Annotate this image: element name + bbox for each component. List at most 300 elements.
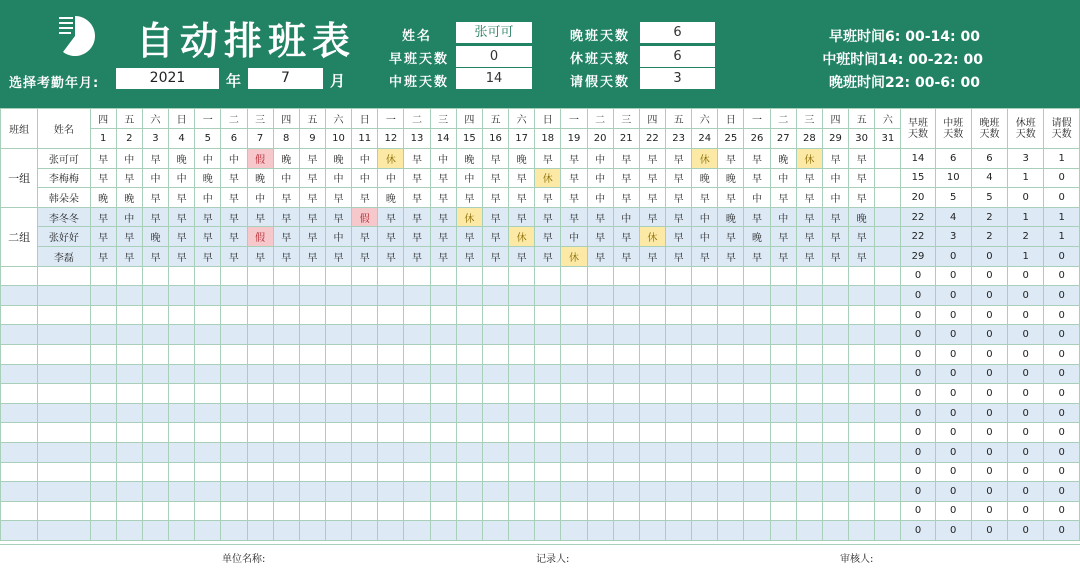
shift-cell[interactable]: [195, 305, 221, 325]
shift-cell[interactable]: [90, 442, 116, 462]
shift-cell[interactable]: 早: [849, 227, 875, 247]
shift-cell[interactable]: [273, 384, 299, 404]
shift-cell[interactable]: [561, 286, 587, 306]
shift-cell[interactable]: [325, 423, 351, 443]
shift-cell[interactable]: [325, 325, 351, 345]
shift-cell[interactable]: 中: [456, 168, 482, 188]
shift-cell[interactable]: 早: [90, 207, 116, 227]
shift-cell[interactable]: [456, 305, 482, 325]
shift-cell[interactable]: 中: [169, 168, 195, 188]
shift-cell[interactable]: [247, 423, 273, 443]
shift-cell[interactable]: [404, 364, 430, 384]
shift-cell[interactable]: [116, 325, 142, 345]
shift-cell[interactable]: [430, 286, 456, 306]
shift-cell[interactable]: [744, 403, 770, 423]
shift-cell[interactable]: [221, 521, 247, 541]
shift-cell[interactable]: [666, 325, 692, 345]
shift-cell[interactable]: 晚: [378, 188, 404, 208]
shift-cell[interactable]: 早: [639, 207, 665, 227]
shift-cell[interactable]: [404, 462, 430, 482]
shift-cell[interactable]: [692, 403, 718, 423]
shift-cell[interactable]: 早: [613, 227, 639, 247]
shift-cell[interactable]: [116, 403, 142, 423]
shift-cell[interactable]: 早: [666, 246, 692, 266]
shift-cell[interactable]: 假: [247, 227, 273, 247]
shift-cell[interactable]: [692, 266, 718, 286]
shift-cell[interactable]: [404, 423, 430, 443]
shift-cell[interactable]: [796, 344, 822, 364]
shift-cell[interactable]: [378, 501, 404, 521]
shift-cell[interactable]: [221, 364, 247, 384]
shift-cell[interactable]: [325, 305, 351, 325]
employee-name-cell[interactable]: [38, 305, 90, 325]
shift-cell[interactable]: [613, 423, 639, 443]
shift-cell[interactable]: 早: [482, 227, 508, 247]
shift-cell[interactable]: [639, 521, 665, 541]
shift-cell[interactable]: [404, 344, 430, 364]
shift-cell[interactable]: [849, 423, 875, 443]
shift-cell[interactable]: [456, 364, 482, 384]
shift-cell[interactable]: [90, 521, 116, 541]
shift-cell[interactable]: 中: [587, 188, 613, 208]
shift-cell[interactable]: [430, 266, 456, 286]
shift-cell[interactable]: [666, 305, 692, 325]
shift-cell[interactable]: [247, 266, 273, 286]
shift-cell[interactable]: 晚: [770, 149, 796, 169]
shift-cell[interactable]: [744, 482, 770, 502]
shift-cell[interactable]: 早: [587, 227, 613, 247]
shift-cell[interactable]: [116, 286, 142, 306]
shift-cell[interactable]: [325, 521, 351, 541]
shift-cell[interactable]: [770, 462, 796, 482]
shift-cell[interactable]: [770, 325, 796, 345]
shift-cell[interactable]: [875, 442, 901, 462]
shift-cell[interactable]: [822, 521, 848, 541]
shift-cell[interactable]: [822, 305, 848, 325]
shift-cell[interactable]: [378, 305, 404, 325]
shift-cell[interactable]: [796, 305, 822, 325]
shift-cell[interactable]: [822, 364, 848, 384]
shift-cell[interactable]: [744, 384, 770, 404]
shift-cell[interactable]: [796, 266, 822, 286]
shift-cell[interactable]: [692, 384, 718, 404]
shift-cell[interactable]: [770, 423, 796, 443]
employee-name-cell[interactable]: 张可可: [38, 149, 90, 169]
shift-cell[interactable]: [875, 246, 901, 266]
shift-cell[interactable]: [718, 403, 744, 423]
shift-cell[interactable]: 早: [613, 246, 639, 266]
shift-cell[interactable]: [666, 266, 692, 286]
shift-cell[interactable]: 早: [822, 227, 848, 247]
shift-cell[interactable]: 早: [116, 246, 142, 266]
shift-cell[interactable]: 早: [718, 149, 744, 169]
shift-cell[interactable]: [90, 266, 116, 286]
shift-cell[interactable]: [142, 462, 168, 482]
shift-cell[interactable]: [430, 501, 456, 521]
shift-cell[interactable]: [195, 423, 221, 443]
shift-cell[interactable]: [299, 344, 325, 364]
shift-cell[interactable]: [561, 384, 587, 404]
shift-cell[interactable]: [718, 423, 744, 443]
shift-cell[interactable]: [169, 482, 195, 502]
shift-cell[interactable]: [195, 403, 221, 423]
shift-cell[interactable]: [90, 501, 116, 521]
shift-cell[interactable]: [770, 501, 796, 521]
shift-cell[interactable]: [561, 325, 587, 345]
shift-cell[interactable]: [90, 462, 116, 482]
shift-cell[interactable]: [299, 482, 325, 502]
shift-cell[interactable]: [482, 403, 508, 423]
shift-cell[interactable]: 中: [430, 149, 456, 169]
shift-cell[interactable]: [639, 384, 665, 404]
shift-cell[interactable]: [378, 364, 404, 384]
shift-cell[interactable]: [770, 305, 796, 325]
shift-cell[interactable]: [796, 364, 822, 384]
shift-cell[interactable]: [770, 266, 796, 286]
shift-cell[interactable]: [482, 482, 508, 502]
shift-cell[interactable]: [273, 325, 299, 345]
shift-cell[interactable]: [325, 344, 351, 364]
shift-cell[interactable]: [822, 266, 848, 286]
shift-cell[interactable]: 早: [430, 168, 456, 188]
shift-cell[interactable]: 早: [613, 168, 639, 188]
shift-cell[interactable]: [456, 384, 482, 404]
shift-cell[interactable]: [378, 266, 404, 286]
shift-cell[interactable]: [352, 305, 378, 325]
shift-cell[interactable]: 早: [90, 149, 116, 169]
shift-cell[interactable]: [404, 266, 430, 286]
shift-cell[interactable]: [613, 364, 639, 384]
shift-cell[interactable]: 早: [509, 207, 535, 227]
shift-cell[interactable]: 早: [509, 188, 535, 208]
shift-cell[interactable]: [875, 501, 901, 521]
shift-cell[interactable]: [430, 305, 456, 325]
shift-cell[interactable]: [169, 384, 195, 404]
shift-cell[interactable]: 早: [456, 246, 482, 266]
shift-cell[interactable]: 休: [692, 149, 718, 169]
shift-cell[interactable]: 早: [692, 188, 718, 208]
shift-cell[interactable]: [849, 521, 875, 541]
shift-cell[interactable]: 早: [404, 168, 430, 188]
shift-cell[interactable]: 早: [535, 188, 561, 208]
shift-cell[interactable]: 早: [482, 188, 508, 208]
shift-cell[interactable]: [169, 286, 195, 306]
shift-cell[interactable]: [535, 305, 561, 325]
shift-cell[interactable]: [482, 364, 508, 384]
shift-cell[interactable]: 晚: [692, 168, 718, 188]
shift-cell[interactable]: [509, 423, 535, 443]
shift-cell[interactable]: [430, 423, 456, 443]
shift-cell[interactable]: [195, 384, 221, 404]
shift-cell[interactable]: [352, 521, 378, 541]
shift-cell[interactable]: [430, 462, 456, 482]
shift-cell[interactable]: [718, 286, 744, 306]
shift-cell[interactable]: 早: [195, 207, 221, 227]
shift-cell[interactable]: [613, 286, 639, 306]
shift-cell[interactable]: 早: [744, 246, 770, 266]
shift-cell[interactable]: 晚: [718, 168, 744, 188]
shift-cell[interactable]: [299, 384, 325, 404]
shift-cell[interactable]: 早: [273, 207, 299, 227]
shift-cell[interactable]: 早: [744, 149, 770, 169]
shift-cell[interactable]: [718, 521, 744, 541]
shift-cell[interactable]: [482, 286, 508, 306]
employee-name-cell[interactable]: [38, 325, 90, 345]
shift-cell[interactable]: [849, 286, 875, 306]
shift-cell[interactable]: 早: [273, 246, 299, 266]
shift-cell[interactable]: [378, 344, 404, 364]
shift-cell[interactable]: 中: [221, 149, 247, 169]
shift-cell[interactable]: [875, 149, 901, 169]
shift-cell[interactable]: [561, 403, 587, 423]
shift-cell[interactable]: [796, 442, 822, 462]
shift-cell[interactable]: 早: [247, 207, 273, 227]
shift-cell[interactable]: [195, 325, 221, 345]
shift-cell[interactable]: [849, 305, 875, 325]
shift-cell[interactable]: [587, 423, 613, 443]
shift-cell[interactable]: [639, 344, 665, 364]
shift-cell[interactable]: [247, 462, 273, 482]
shift-cell[interactable]: 早: [587, 246, 613, 266]
shift-cell[interactable]: [509, 286, 535, 306]
shift-cell[interactable]: [849, 403, 875, 423]
shift-cell[interactable]: [142, 286, 168, 306]
shift-cell[interactable]: 晚: [247, 168, 273, 188]
shift-cell[interactable]: 晚: [90, 188, 116, 208]
shift-cell[interactable]: [116, 521, 142, 541]
shift-cell[interactable]: 早: [587, 207, 613, 227]
shift-cell[interactable]: 晚: [744, 227, 770, 247]
shift-cell[interactable]: [822, 462, 848, 482]
shift-cell[interactable]: [770, 403, 796, 423]
shift-cell[interactable]: [299, 325, 325, 345]
shift-cell[interactable]: 休: [535, 168, 561, 188]
shift-cell[interactable]: 早: [482, 207, 508, 227]
shift-cell[interactable]: [744, 442, 770, 462]
shift-cell[interactable]: [430, 344, 456, 364]
shift-cell[interactable]: 早: [509, 168, 535, 188]
shift-cell[interactable]: [352, 403, 378, 423]
shift-cell[interactable]: 早: [535, 207, 561, 227]
shift-cell[interactable]: 早: [299, 246, 325, 266]
shift-cell[interactable]: [666, 286, 692, 306]
shift-cell[interactable]: [273, 482, 299, 502]
shift-cell[interactable]: 早: [718, 188, 744, 208]
shift-cell[interactable]: 晚: [718, 207, 744, 227]
shift-cell[interactable]: 早: [325, 246, 351, 266]
shift-cell[interactable]: [587, 286, 613, 306]
shift-cell[interactable]: 假: [247, 149, 273, 169]
shift-cell[interactable]: 早: [116, 227, 142, 247]
shift-cell[interactable]: [299, 501, 325, 521]
shift-cell[interactable]: 早: [430, 207, 456, 227]
shift-cell[interactable]: 早: [299, 149, 325, 169]
shift-cell[interactable]: [456, 325, 482, 345]
shift-cell[interactable]: 休: [639, 227, 665, 247]
employee-name-cell[interactable]: 李梅梅: [38, 168, 90, 188]
shift-cell[interactable]: [535, 423, 561, 443]
shift-cell[interactable]: 早: [404, 246, 430, 266]
shift-cell[interactable]: [535, 266, 561, 286]
shift-cell[interactable]: [456, 442, 482, 462]
shift-cell[interactable]: 早: [770, 188, 796, 208]
employee-name-cell[interactable]: [38, 266, 90, 286]
shift-cell[interactable]: 早: [796, 246, 822, 266]
shift-cell[interactable]: 早: [195, 227, 221, 247]
shift-cell[interactable]: [509, 305, 535, 325]
shift-cell[interactable]: [587, 403, 613, 423]
shift-cell[interactable]: 早: [482, 246, 508, 266]
shift-cell[interactable]: [692, 462, 718, 482]
shift-cell[interactable]: [352, 462, 378, 482]
shift-cell[interactable]: [299, 266, 325, 286]
shift-cell[interactable]: 早: [404, 227, 430, 247]
shift-cell[interactable]: 中: [587, 168, 613, 188]
shift-cell[interactable]: [90, 286, 116, 306]
shift-cell[interactable]: 早: [796, 227, 822, 247]
shift-cell[interactable]: 晚: [456, 149, 482, 169]
shift-cell[interactable]: [456, 403, 482, 423]
shift-cell[interactable]: [378, 286, 404, 306]
shift-cell[interactable]: [221, 384, 247, 404]
shift-cell[interactable]: [613, 462, 639, 482]
shift-cell[interactable]: [247, 384, 273, 404]
shift-cell[interactable]: 中: [561, 227, 587, 247]
shift-cell[interactable]: [822, 325, 848, 345]
shift-cell[interactable]: [169, 266, 195, 286]
shift-cell[interactable]: [666, 364, 692, 384]
shift-cell[interactable]: [613, 325, 639, 345]
shift-cell[interactable]: 早: [430, 246, 456, 266]
shift-cell[interactable]: [221, 266, 247, 286]
shift-cell[interactable]: 早: [535, 149, 561, 169]
shift-cell[interactable]: [299, 364, 325, 384]
shift-cell[interactable]: [404, 325, 430, 345]
shift-cell[interactable]: 中: [744, 188, 770, 208]
shift-cell[interactable]: 早: [142, 149, 168, 169]
shift-cell[interactable]: 早: [666, 168, 692, 188]
shift-cell[interactable]: 早: [273, 227, 299, 247]
shift-cell[interactable]: [430, 364, 456, 384]
shift-cell[interactable]: [299, 403, 325, 423]
shift-cell[interactable]: [822, 501, 848, 521]
shift-cell[interactable]: 中: [587, 149, 613, 169]
shift-cell[interactable]: 早: [796, 207, 822, 227]
shift-cell[interactable]: [875, 207, 901, 227]
shift-cell[interactable]: 早: [561, 207, 587, 227]
shift-cell[interactable]: [325, 482, 351, 502]
shift-cell[interactable]: 早: [639, 149, 665, 169]
shift-cell[interactable]: 早: [378, 227, 404, 247]
shift-cell[interactable]: 早: [169, 188, 195, 208]
shift-cell[interactable]: [692, 482, 718, 502]
shift-cell[interactable]: [613, 384, 639, 404]
shift-cell[interactable]: [456, 501, 482, 521]
shift-cell[interactable]: 中: [247, 188, 273, 208]
shift-cell[interactable]: [247, 344, 273, 364]
shift-cell[interactable]: [195, 482, 221, 502]
shift-cell[interactable]: 早: [404, 188, 430, 208]
shift-cell[interactable]: [247, 364, 273, 384]
shift-cell[interactable]: [822, 423, 848, 443]
shift-cell[interactable]: 早: [90, 168, 116, 188]
shift-cell[interactable]: [639, 286, 665, 306]
shift-cell[interactable]: [561, 442, 587, 462]
shift-cell[interactable]: 早: [325, 188, 351, 208]
shift-cell[interactable]: [796, 521, 822, 541]
shift-cell[interactable]: 中: [822, 188, 848, 208]
shift-cell[interactable]: [90, 423, 116, 443]
shift-cell[interactable]: [273, 521, 299, 541]
shift-cell[interactable]: 早: [482, 149, 508, 169]
shift-cell[interactable]: 早: [535, 246, 561, 266]
shift-cell[interactable]: 早: [822, 149, 848, 169]
shift-cell[interactable]: 早: [90, 246, 116, 266]
shift-cell[interactable]: [273, 286, 299, 306]
shift-cell[interactable]: [587, 344, 613, 364]
shift-cell[interactable]: 早: [639, 246, 665, 266]
shift-cell[interactable]: [221, 423, 247, 443]
shift-cell[interactable]: 早: [430, 227, 456, 247]
shift-cell[interactable]: 中: [770, 207, 796, 227]
shift-cell[interactable]: [587, 442, 613, 462]
shift-cell[interactable]: [639, 442, 665, 462]
shift-cell[interactable]: [849, 364, 875, 384]
shift-cell[interactable]: [875, 188, 901, 208]
shift-cell[interactable]: [221, 442, 247, 462]
shift-cell[interactable]: [299, 286, 325, 306]
shift-cell[interactable]: [90, 344, 116, 364]
employee-name-cell[interactable]: [38, 462, 90, 482]
shift-cell[interactable]: [796, 423, 822, 443]
shift-cell[interactable]: [456, 266, 482, 286]
shift-cell[interactable]: [299, 442, 325, 462]
shift-cell[interactable]: [509, 266, 535, 286]
shift-cell[interactable]: [195, 286, 221, 306]
shift-cell[interactable]: [169, 501, 195, 521]
shift-cell[interactable]: [169, 442, 195, 462]
shift-cell[interactable]: [718, 384, 744, 404]
shift-cell[interactable]: 早: [561, 168, 587, 188]
shift-cell[interactable]: [849, 442, 875, 462]
shift-cell[interactable]: [352, 442, 378, 462]
shift-cell[interactable]: 早: [378, 207, 404, 227]
shift-cell[interactable]: 早: [639, 168, 665, 188]
shift-cell[interactable]: [849, 482, 875, 502]
shift-cell[interactable]: [744, 521, 770, 541]
shift-cell[interactable]: [692, 286, 718, 306]
shift-cell[interactable]: [744, 423, 770, 443]
shift-cell[interactable]: [221, 462, 247, 482]
shift-cell[interactable]: 假: [352, 207, 378, 227]
shift-cell[interactable]: [482, 384, 508, 404]
shift-cell[interactable]: [692, 325, 718, 345]
shift-cell[interactable]: [142, 521, 168, 541]
shift-cell[interactable]: [142, 423, 168, 443]
shift-cell[interactable]: [142, 501, 168, 521]
employee-name-cell[interactable]: 李磊: [38, 246, 90, 266]
shift-cell[interactable]: 早: [770, 227, 796, 247]
shift-cell[interactable]: 早: [666, 149, 692, 169]
shift-cell[interactable]: 休: [509, 227, 535, 247]
shift-cell[interactable]: 早: [430, 188, 456, 208]
shift-cell[interactable]: [587, 305, 613, 325]
shift-cell[interactable]: [561, 482, 587, 502]
shift-cell[interactable]: [613, 501, 639, 521]
shift-cell[interactable]: [142, 266, 168, 286]
shift-cell[interactable]: [378, 462, 404, 482]
shift-cell[interactable]: 早: [169, 207, 195, 227]
